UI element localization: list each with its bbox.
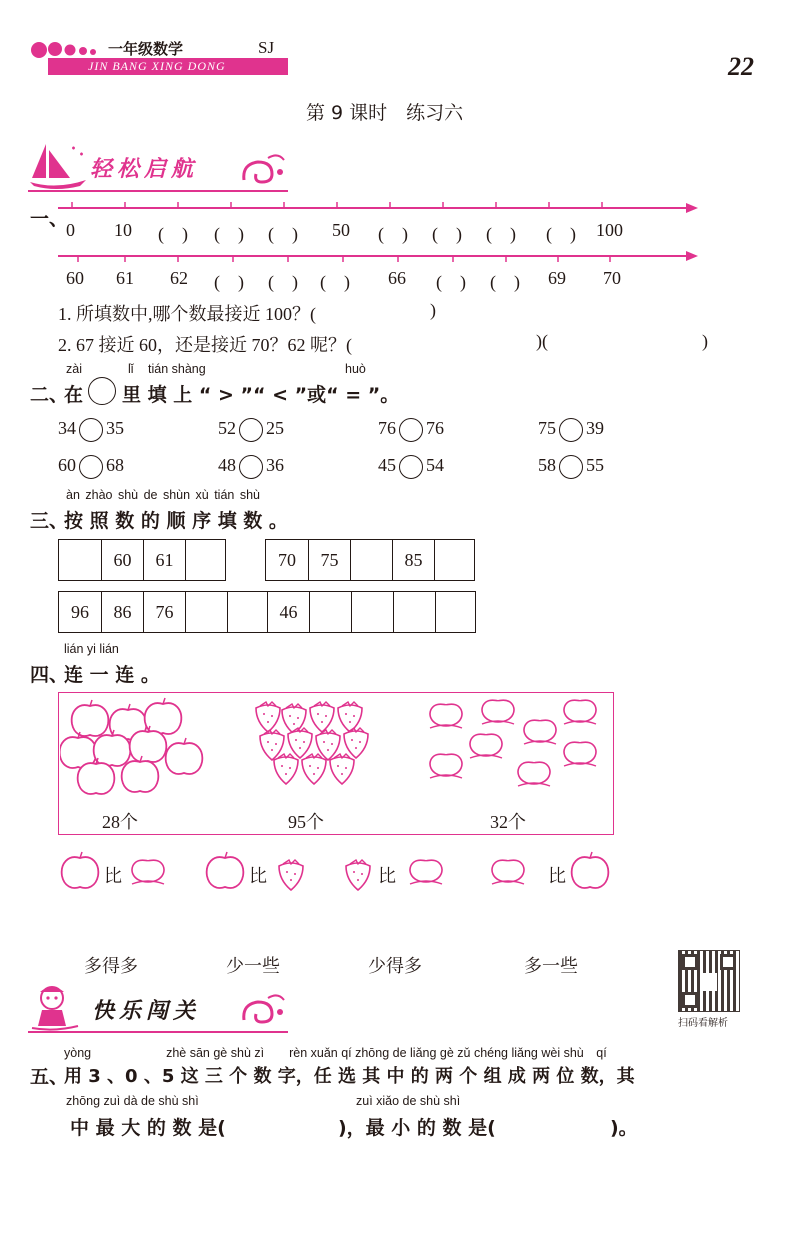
compare-item <box>218 418 284 442</box>
peach-icon <box>124 850 172 894</box>
compare-word: 比 <box>378 866 396 887</box>
number-line-2-labels <box>58 268 678 292</box>
seq-cell[interactable] <box>185 592 227 632</box>
sequence-table-2 <box>58 591 476 633</box>
number-line-2 <box>58 248 698 268</box>
choice-word[interactable]: 多得多 <box>84 956 138 977</box>
header-dots <box>30 38 100 60</box>
compare-circle[interactable] <box>239 455 263 479</box>
q3-label: 三、 <box>30 510 69 532</box>
number-line-1-labels <box>58 220 678 244</box>
nl1-mark: 0 <box>66 220 75 240</box>
q2-pinyin-li: lǐ <box>128 362 134 376</box>
compare-circle[interactable] <box>79 455 103 479</box>
q3-text: 按 照 数 的 顺 序 填 数 。 <box>64 510 288 532</box>
compare-item <box>218 455 284 479</box>
compare-item <box>378 455 444 479</box>
apple-count: 28个 <box>102 812 138 832</box>
compare-left: 75 <box>538 418 556 439</box>
peach-count: 32个 <box>490 812 526 832</box>
qr-caption: 扫码看解析 <box>678 1018 728 1029</box>
q1-sub2: 2. 67 接近 60，还是接近 70？62 呢？( <box>58 335 352 355</box>
edition-label: SJ <box>258 38 275 57</box>
seq-cell[interactable] <box>435 592 475 632</box>
q1-sub1: 1. 所填数中,哪个数最接近 100？( <box>58 304 316 324</box>
compare-circle[interactable] <box>79 418 103 442</box>
nl2-mark: 60 <box>66 268 84 288</box>
section2-banner: 快乐闯关 <box>92 999 201 1024</box>
apple-icon <box>58 850 102 894</box>
section1-banner: 轻松启航 <box>90 157 199 182</box>
nl1-blank[interactable]: ( ) <box>158 224 188 244</box>
compare-left: 45 <box>378 455 396 476</box>
q5-pinyin-line2a: zhōng zuì dà de shù shì <box>66 1094 199 1108</box>
q2-text-before: 在 <box>64 384 84 406</box>
nl1-blank[interactable]: ( ) <box>214 224 244 244</box>
q2-pinyin-tian: tián shàng <box>148 362 206 376</box>
apple-icon <box>203 850 247 894</box>
seq-cell: 61 <box>143 540 185 580</box>
nl2-blank[interactable]: ( ) <box>214 272 244 292</box>
q2-pinyin-huo: huò <box>345 362 366 376</box>
seq-cell[interactable] <box>434 540 474 580</box>
compare-right: 25 <box>266 418 284 439</box>
q4-pinyin: lián yi lián <box>64 642 119 656</box>
seq-cell: 96 <box>71 602 89 622</box>
q5-pinyin-line1: yòng zhè sān gè shù zì rèn xuǎn qí zhōng de liǎng gè zǔ chéng liǎng wèi shù qí <box>64 1046 607 1060</box>
seq-cell: 75 <box>308 540 350 580</box>
compare-word: 比 <box>104 866 122 887</box>
q5-label: 五、 <box>30 1066 69 1088</box>
section1-underline <box>28 190 288 192</box>
q5-pinyin-line2b: zuì xiǎo de shù shì <box>356 1094 461 1108</box>
compare-item <box>538 455 604 479</box>
sequence-table-1b <box>265 539 475 581</box>
nl1-blank[interactable]: ( ) <box>432 224 462 244</box>
qr-code[interactable] <box>678 950 740 1012</box>
compare-right: 35 <box>106 418 124 439</box>
compare-right: 76 <box>426 418 444 439</box>
q2-text-after: 里 填 上 “ > ”“ < ”或“ = ”。 <box>122 384 400 406</box>
compare-right: 55 <box>586 455 604 476</box>
compare-circle[interactable] <box>399 455 423 479</box>
nl2-blank[interactable]: ( ) <box>320 272 350 292</box>
q2-circle-sample <box>88 377 116 405</box>
nl2-mark: 69 <box>548 268 566 288</box>
q1-sub2-mid: )( <box>536 331 548 351</box>
apple-group-icon <box>60 694 210 798</box>
compare-right: 68 <box>106 455 124 476</box>
compare-item <box>58 418 124 442</box>
seq-cell[interactable] <box>393 592 435 632</box>
nl2-blank[interactable]: ( ) <box>268 272 298 292</box>
q4-label: 四、 <box>30 664 69 686</box>
compare-item <box>538 418 604 442</box>
peach-icon <box>402 850 450 894</box>
compare-left: 52 <box>218 418 236 439</box>
strawberry-icon <box>338 852 378 896</box>
nl2-mark: 66 <box>388 268 406 288</box>
nl1-blank[interactable]: ( ) <box>378 224 408 244</box>
compare-left: 34 <box>58 418 76 439</box>
nl2-mark: 61 <box>116 268 134 288</box>
sequence-table-1a <box>58 539 226 581</box>
compare-left: 48 <box>218 455 236 476</box>
strawberry-icon <box>271 852 311 896</box>
choice-word[interactable]: 少一些 <box>226 956 280 977</box>
peach-icon <box>484 850 532 894</box>
page-number: 22 <box>728 52 754 81</box>
q1-sub1-close: ) <box>430 300 436 320</box>
section2-underline <box>28 1031 288 1033</box>
seq-cell: 76 <box>143 592 185 632</box>
q2-label: 二、 <box>30 384 69 406</box>
compare-item <box>58 455 124 479</box>
seq-cell[interactable] <box>59 540 101 580</box>
strawberry-group-icon <box>250 694 380 790</box>
compare-right: 36 <box>266 455 284 476</box>
q5-line2-a: 中 最 大 的 数 是( <box>70 1117 226 1139</box>
nl2-blank[interactable]: ( ) <box>490 272 520 292</box>
compare-circle[interactable] <box>399 418 423 442</box>
seq-cell[interactable] <box>185 540 225 580</box>
nl1-mark: 100 <box>596 220 623 240</box>
compare-left: 58 <box>538 455 556 476</box>
seq-cell[interactable] <box>351 592 393 632</box>
q5-line2-b: )，最 小 的 数 是( <box>338 1117 496 1139</box>
seq-cell: 70 <box>278 550 296 570</box>
nl1-blank[interactable]: ( ) <box>546 224 576 244</box>
nl1-blank[interactable]: ( ) <box>486 224 516 244</box>
peach-group-icon <box>420 694 610 798</box>
compare-left: 60 <box>58 455 76 476</box>
sailboat-icon <box>28 140 88 192</box>
compare-right: 54 <box>426 455 444 476</box>
swirl-icon <box>238 990 286 1030</box>
q1-label: 一、 <box>30 208 69 230</box>
nl2-blank[interactable]: ( ) <box>436 272 466 292</box>
compare-left: 76 <box>378 418 396 439</box>
q4-text: 连 一 连 。 <box>64 664 160 686</box>
seq-cell[interactable] <box>309 592 351 632</box>
nl1-blank[interactable]: ( ) <box>268 224 298 244</box>
lesson-title: 第 9 课时 练习六 <box>306 102 464 124</box>
nl2-mark: 70 <box>603 268 621 288</box>
seq-cell: 60 <box>101 540 143 580</box>
swirl-icon <box>238 150 286 190</box>
seq-cell: 86 <box>101 592 143 632</box>
compare-circle[interactable] <box>559 418 583 442</box>
choice-word[interactable]: 多一些 <box>524 956 578 977</box>
number-line-1 <box>58 198 698 222</box>
compare-word: 比 <box>249 866 267 887</box>
compare-circle[interactable] <box>239 418 263 442</box>
seq-cell: 46 <box>267 592 309 632</box>
compare-right: 39 <box>586 418 604 439</box>
q3-pinyin: àn zhào shù de shùn xù tián shù <box>66 488 260 502</box>
compare-circle[interactable] <box>559 455 583 479</box>
kid-icon <box>28 982 80 1032</box>
nl2-mark: 62 <box>170 268 188 288</box>
q1-sub2-close: ) <box>702 331 708 351</box>
seq-cell[interactable] <box>227 592 267 632</box>
seq-cell[interactable] <box>350 540 392 580</box>
nl1-mark: 10 <box>114 220 132 240</box>
nl1-mark: 50 <box>332 220 350 240</box>
q5-line1: 用 3 、0 、5 这 三 个 数 字，任 选 其 中 的 两 个 组 成 两 位 数，其 <box>64 1066 635 1087</box>
q2-pinyin-zai: zài <box>66 362 82 376</box>
strawberry-count: 95个 <box>288 812 324 832</box>
q5-line2-c: )。 <box>610 1117 638 1139</box>
seq-cell: 85 <box>392 540 434 580</box>
choice-word[interactable]: 少得多 <box>368 956 422 977</box>
series-text: JIN BANG XING DONG <box>88 59 226 73</box>
compare-word: 比 <box>548 866 566 887</box>
book-title: 一年级数学 <box>108 40 184 58</box>
compare-item <box>378 418 444 442</box>
apple-icon <box>568 850 612 894</box>
